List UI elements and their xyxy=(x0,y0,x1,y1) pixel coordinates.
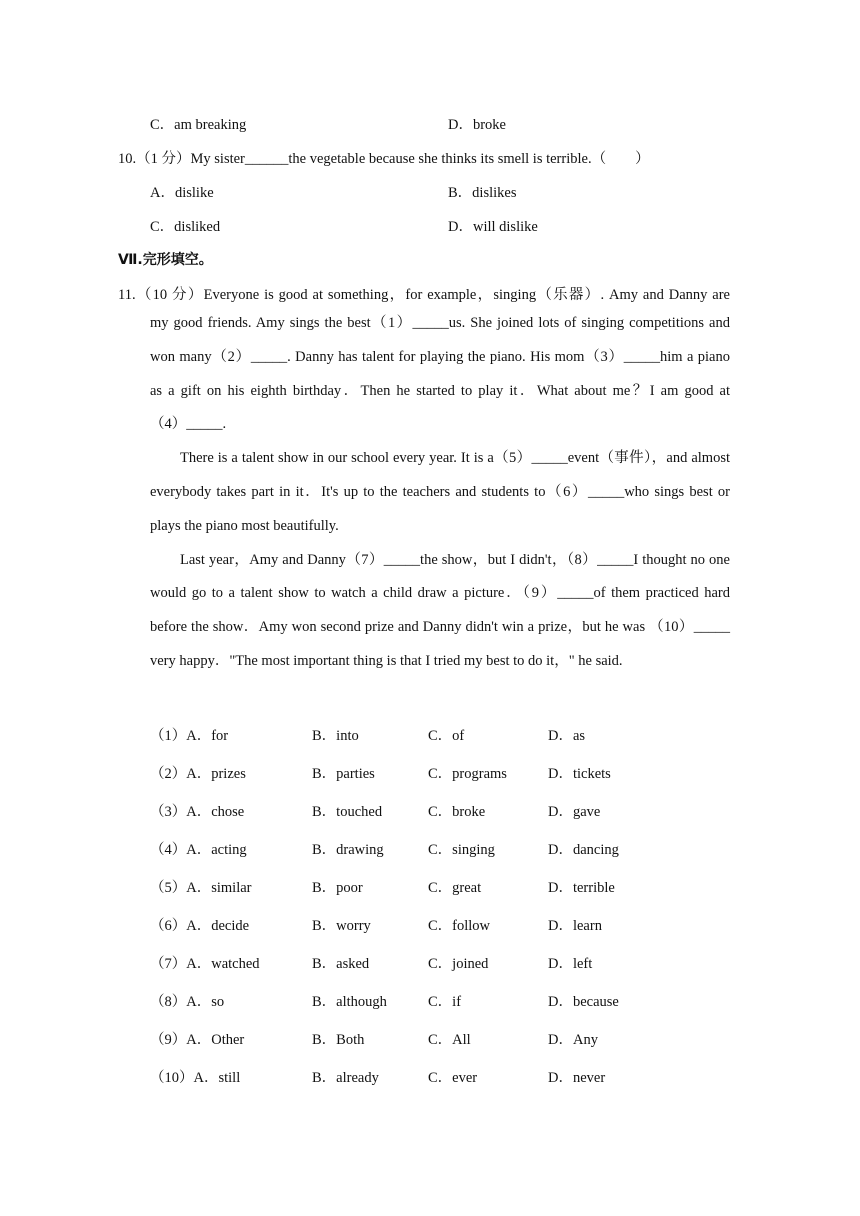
choice-option-d: D．terrible xyxy=(548,880,615,896)
choice-option-d: D．gave xyxy=(548,804,601,820)
choice-option-a: （1）A．for xyxy=(150,728,229,744)
choice-option-b: B．poor xyxy=(312,880,363,896)
choice-option-d: D．learn xyxy=(548,918,602,934)
choice-row xyxy=(150,1066,710,1086)
choice-option-a: （8）A．so xyxy=(150,994,225,1010)
choice-option-b: B．worry xyxy=(312,918,371,934)
q10-option-b: B．dislikes xyxy=(448,185,517,201)
choice-option-a: （5）A．similar xyxy=(150,880,252,896)
q11-line-3: won many（2）_____. Danny has talent for playing the piano. His mom（3）_____him a piano xyxy=(150,348,730,365)
q11-line-2: my good friends. Amy sings the best（1）_____us. She joined lots of singing competitions and xyxy=(150,315,730,331)
section-heading: Ⅶ.完形填空。 xyxy=(118,252,213,268)
choice-row xyxy=(150,990,710,1010)
choice-option-c: C．if xyxy=(428,994,462,1010)
choice-option-b: B．Both xyxy=(312,1032,365,1048)
choice-row xyxy=(150,952,710,972)
q11-line-5: （4）_____. xyxy=(150,416,227,433)
choice-row xyxy=(150,876,710,896)
choice-option-b: B．although xyxy=(312,994,387,1010)
choice-row xyxy=(150,1028,710,1048)
choice-option-d: D．left xyxy=(548,956,593,972)
choice-option-c: C．All xyxy=(428,1032,471,1048)
q11-line-1: 11.（10 分）Everyone is good at something，for example，singing（乐器）. Amy and Danny are xyxy=(118,287,730,303)
q11-line-7: everybody takes part in it．It's up to the teachers and students to（6）_____who sings best or xyxy=(150,483,730,500)
choice-option-b: B．drawing xyxy=(312,842,384,858)
choice-option-b: B．touched xyxy=(312,804,383,820)
choice-option-b: B．parties xyxy=(312,766,375,782)
choice-option-c: C．great xyxy=(428,880,482,896)
choice-row xyxy=(150,838,710,858)
choice-option-b: B．already xyxy=(312,1070,379,1086)
q10-option-a: A．dislike xyxy=(150,185,214,201)
q10-stem: 10.（1 分）My sister______the vegetable because she thinks its smell is terrible.（ ） xyxy=(118,151,650,167)
choice-option-c: C．singing xyxy=(428,842,495,858)
choice-option-b: B．into xyxy=(312,728,359,744)
choice-option-c: C．of xyxy=(428,728,465,744)
choice-option-a: （9）A．Other xyxy=(150,1032,245,1048)
choice-option-d: D．never xyxy=(548,1070,606,1086)
choice-row xyxy=(150,724,710,744)
choice-option-d: D．because xyxy=(548,994,619,1010)
choice-option-a: （7）A．watched xyxy=(150,956,260,972)
choice-option-c: C．follow xyxy=(428,918,491,934)
q9-option-c: C．am breaking xyxy=(150,117,247,133)
q11-passage xyxy=(150,307,730,679)
choice-option-d: D．tickets xyxy=(548,766,611,782)
choice-option-a: （6）A．decide xyxy=(150,918,250,934)
choice-option-d: D．dancing xyxy=(548,842,619,858)
choice-option-c: C．broke xyxy=(428,804,486,820)
choice-option-c: C．programs xyxy=(428,766,507,782)
choice-row xyxy=(150,914,710,934)
choice-option-c: C．joined xyxy=(428,956,489,972)
choice-option-c: C．ever xyxy=(428,1070,478,1086)
q11-line-9: Last year，Amy and Danny（7）_____the show，but I didn't，（8）_____I thought no one xyxy=(180,551,730,568)
q9-option-d: D．broke xyxy=(448,117,506,133)
q11-line-11: before the show．Amy won second prize and Danny didn't win a prize，but he was （10）_____ xyxy=(150,619,730,636)
choice-row xyxy=(150,762,710,782)
q11-line-10: would go to a talent show to watch a child draw a picture．（9）_____of them practiced hard xyxy=(150,585,730,602)
q11-line-4: as a gift on his eighth birthday．Then he started to play it．What about me？I am good at xyxy=(150,382,730,399)
choice-row xyxy=(150,800,710,820)
q10-option-d: D．will dislike xyxy=(448,219,538,235)
choice-option-d: D．as xyxy=(548,728,586,744)
choice-option-b: B．asked xyxy=(312,956,370,972)
q11-line-8: plays the piano most beautifully. xyxy=(150,517,339,534)
choice-option-a: （4）A．acting xyxy=(150,842,247,858)
q11-line-12: very happy．"The most important thing is that I tried my best to do it，" he said. xyxy=(150,652,623,669)
choice-option-a: （10）A．still xyxy=(150,1070,241,1086)
q11-line-6: There is a talent show in our school every year. It is a（5）_____event（事件），and almost xyxy=(180,450,730,467)
choice-option-a: （3）A．chose xyxy=(150,804,245,820)
choice-option-d: D．Any xyxy=(548,1032,598,1048)
choice-option-a: （2）A．prizes xyxy=(150,766,246,782)
q10-option-c: C．disliked xyxy=(150,219,221,235)
